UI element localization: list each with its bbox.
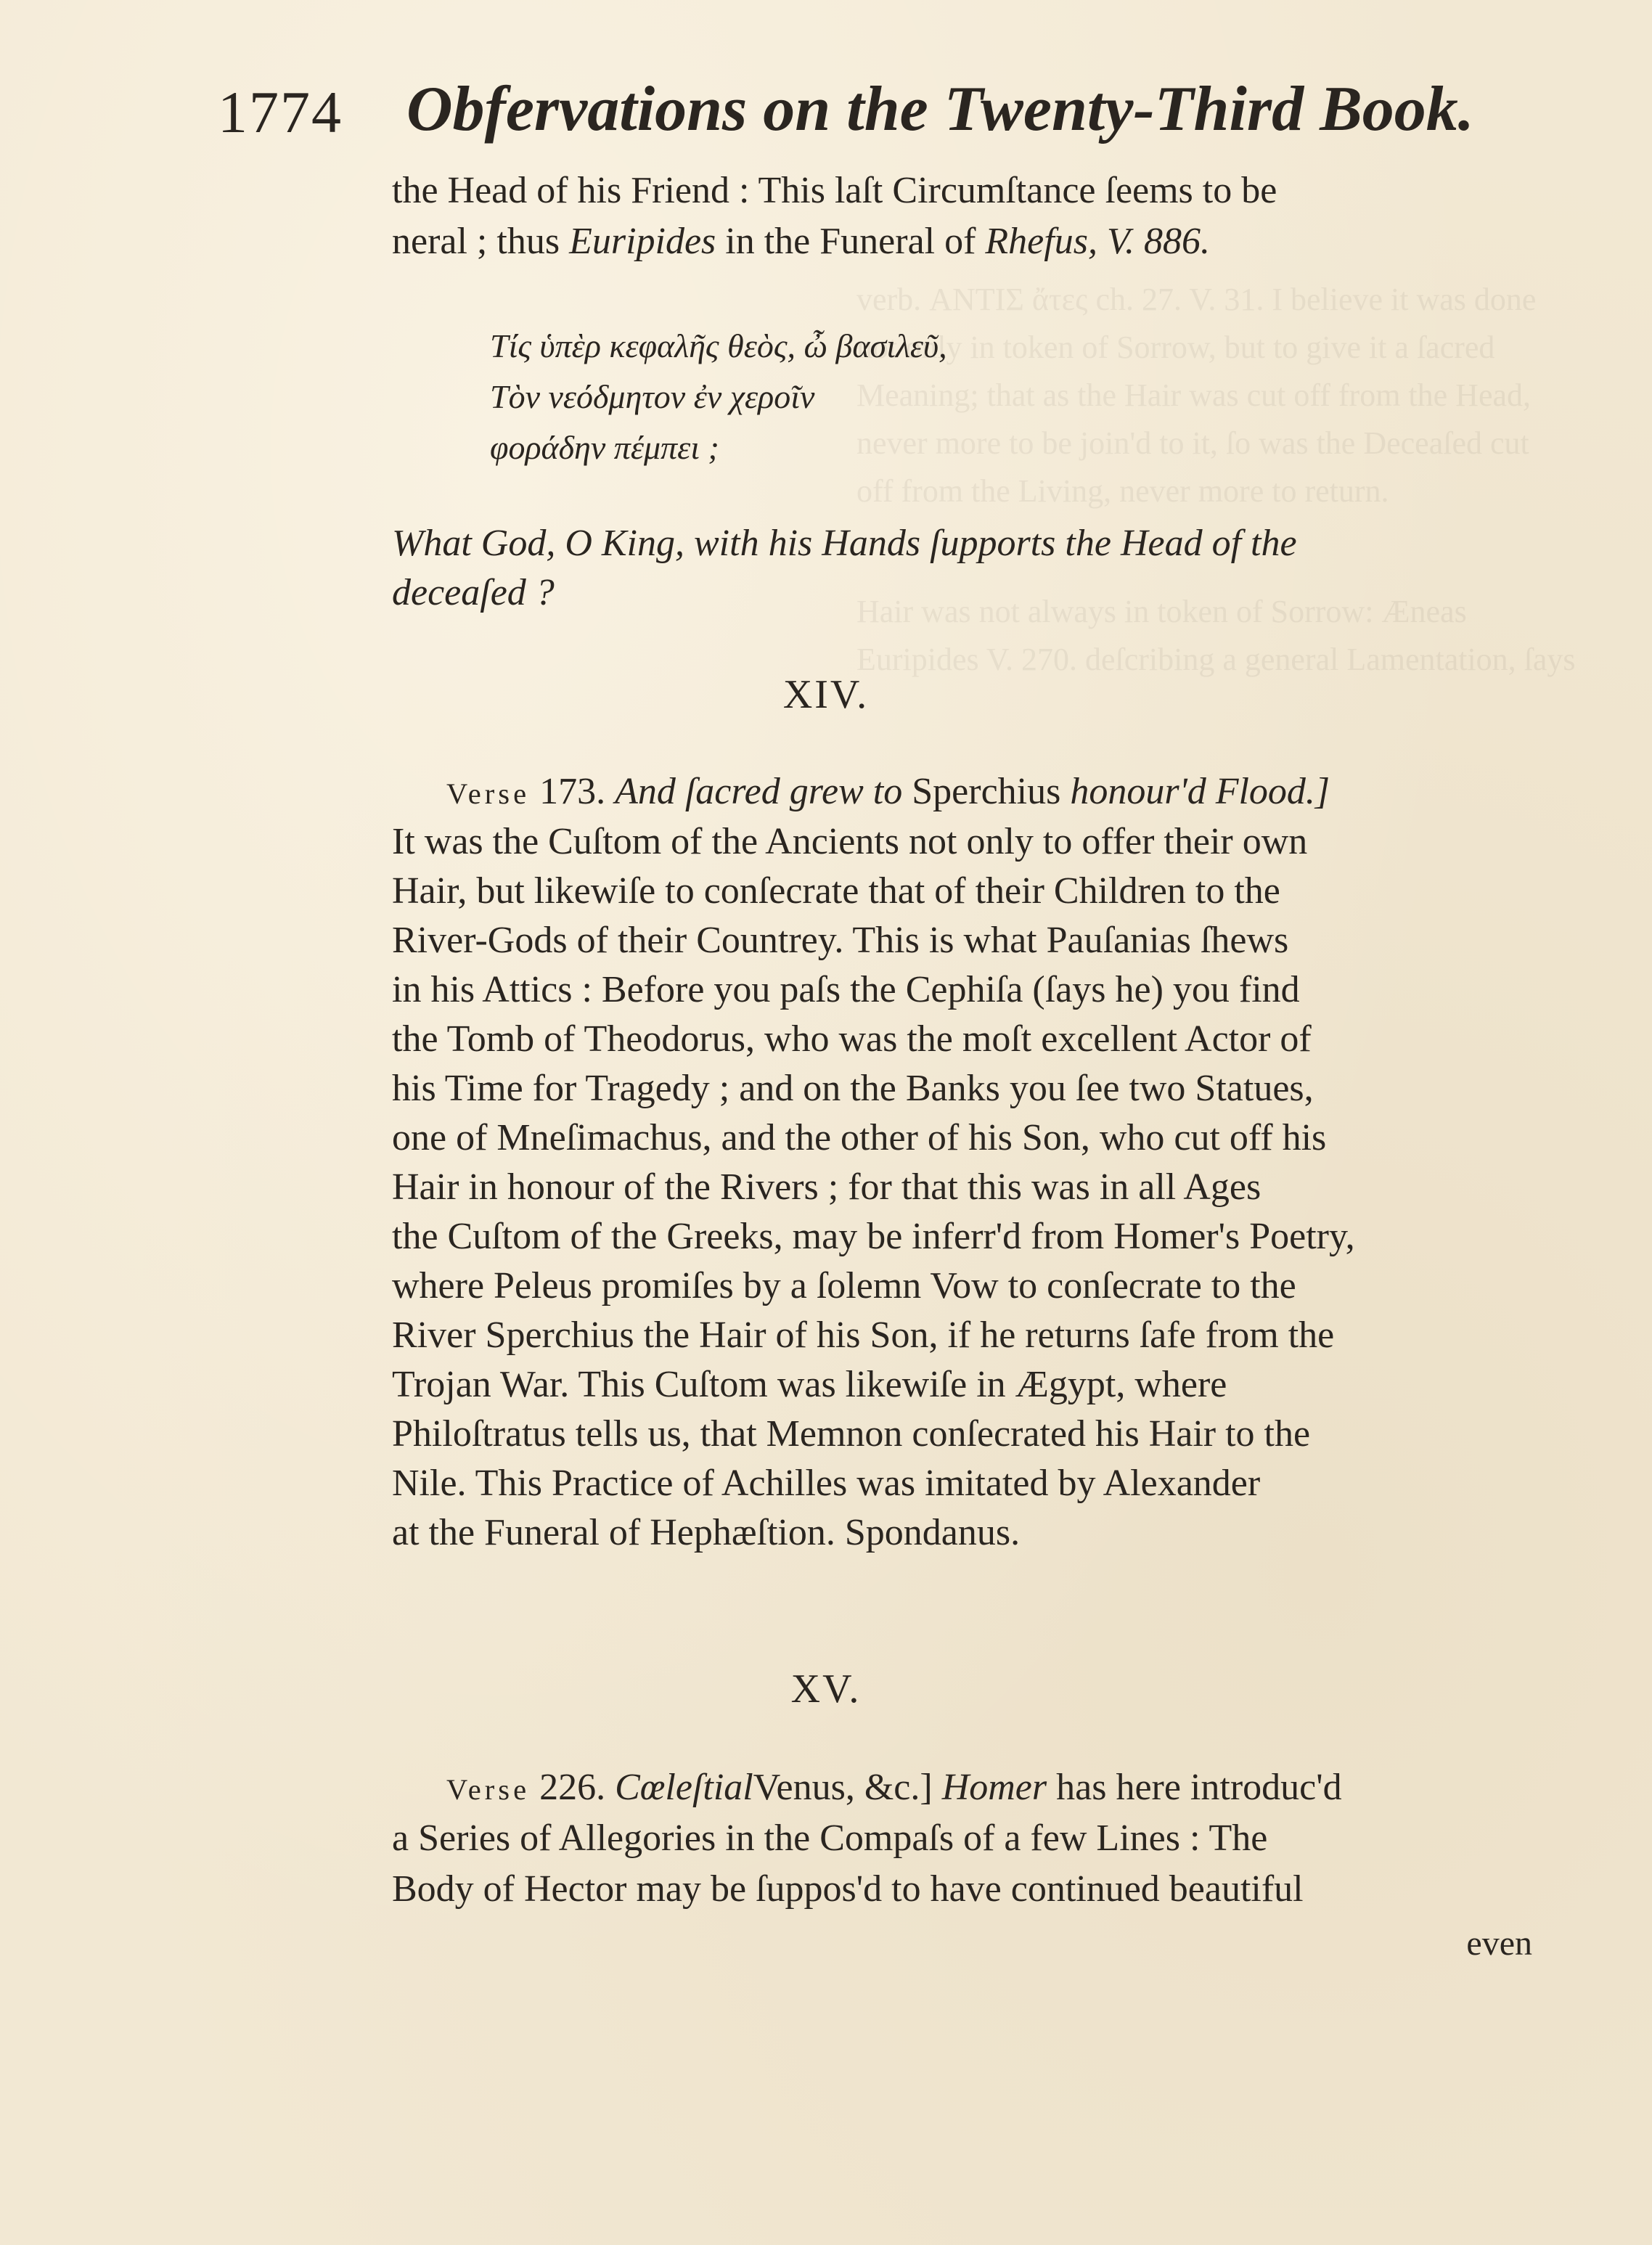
- text-line: the Cuſtom of the Greeks, may be inferr'd from Homer's Poetry,: [392, 1216, 1355, 1257]
- bleed-through-line: Meaning; that as the Hair was cut off from the Head,: [856, 377, 1532, 413]
- verse-label: Verse: [446, 777, 531, 810]
- text-line: one of Mneſimachus, and the other of his Son, who cut off his: [392, 1117, 1327, 1158]
- greek-quote-line: Τὸν νεόδμητον ἐν χεροῖν: [490, 378, 815, 415]
- running-title: Obfervations on the Twenty-Third Book.: [406, 74, 1474, 144]
- greek-quote-line: φοράδην πέμπει ;: [490, 429, 719, 466]
- text-line: River Sperchius the Hair of his Son, if he returns ſafe from the: [392, 1314, 1335, 1356]
- text-line: Philoſtratus tells us, that Memnon conſecrated his Hair to the: [392, 1413, 1311, 1455]
- author-name: Euripides: [569, 221, 716, 262]
- text-line: Trojan War. This Cuſtom was likewiſe in Ægypt, where: [392, 1364, 1227, 1405]
- text-line: the Head of his Friend : This laſt Circumſtance ſeems to be: [392, 170, 1277, 211]
- bleed-through-line: never more to be join'd to it, ſo was the Deceaſed cut: [856, 425, 1529, 461]
- verse-number: 173.: [539, 771, 606, 812]
- text-line: a Series of Allegories in the Compaſs of a few Lines : The: [392, 1817, 1268, 1859]
- work-title: Rhefus,: [985, 221, 1097, 262]
- text-line: Nile. This Practice of Achilles was imitated by Alexander: [392, 1463, 1261, 1504]
- verse-heading: Verse 226. CœleſtialVenus, &c.] Homer has here introduc'd: [446, 1767, 1342, 1808]
- text-line: in his Attics : Before you paſs the Cephiſa (ſays he) you find: [392, 969, 1300, 1010]
- verse-heading: Verse 173. And ſacred grew to Sperchius honour'd Flood.]: [446, 771, 1330, 812]
- bleed-through-line: Hair was not always in token of Sorrow: Æneas: [856, 594, 1467, 629]
- text-line: Body of Hector may be ſuppos'd to have continued beautiful: [392, 1868, 1304, 1910]
- section-numeral: XIV.: [782, 672, 870, 717]
- text-line: Hair in honour of the Rivers ; for that this was in all Ages: [392, 1166, 1262, 1208]
- catchword: even: [1466, 1924, 1532, 1963]
- bleed-through-line: Euripides V. 270. deſcribing a general Lamentation, ſays: [856, 642, 1576, 677]
- greek-quote-line: Τίς ὑπὲρ κεφαλῆς θεὸς, ὦ βασιλεῦ,: [490, 327, 947, 364]
- text-line: Hair, but likewiſe to conſecrate that of their Children to the: [392, 870, 1280, 912]
- section-numeral: XV.: [790, 1667, 862, 1712]
- text-line: the Tomb of Theodorus, who was the moſt excellent Actor of: [392, 1018, 1312, 1060]
- text-line: where Peleus promiſes by a ſolemn Vow to conſecrate to the: [392, 1265, 1296, 1306]
- author-name: Homer: [941, 1767, 1047, 1808]
- bleed-through-line: off from the Living, never more to return.: [856, 473, 1389, 509]
- text-line: neral ; thus Euripides in the Funeral of Rhefus, V. 886.: [392, 221, 1211, 262]
- text-line: River-Gods of their Countrey. This is what Pauſanias ſhews: [392, 920, 1289, 961]
- text-line: at the Funeral of Hephæſtion. Spondanus.: [392, 1512, 1021, 1553]
- page-number: 1774: [218, 79, 343, 145]
- translation-line: What God, O King, with his Hands ſupports the Head of the: [392, 523, 1297, 564]
- bleed-through-line: verb. ΑΝΤΙΣ ἄτες ch. 27. V. 31. I believe it was done: [856, 282, 1537, 317]
- text-line: his Time for Tragedy ; and on the Banks you ſee two Statues,: [392, 1068, 1314, 1109]
- verse-number: 226.: [539, 1767, 606, 1808]
- bleed-through-line: not only in token of Sorrow, but to give it a ſacred: [856, 330, 1495, 365]
- translation-line: deceaſed ?: [392, 572, 555, 613]
- text-line: It was the Cuſtom of the Ancients not only to offer their own: [392, 821, 1308, 862]
- verse-label: Verse: [446, 1773, 531, 1806]
